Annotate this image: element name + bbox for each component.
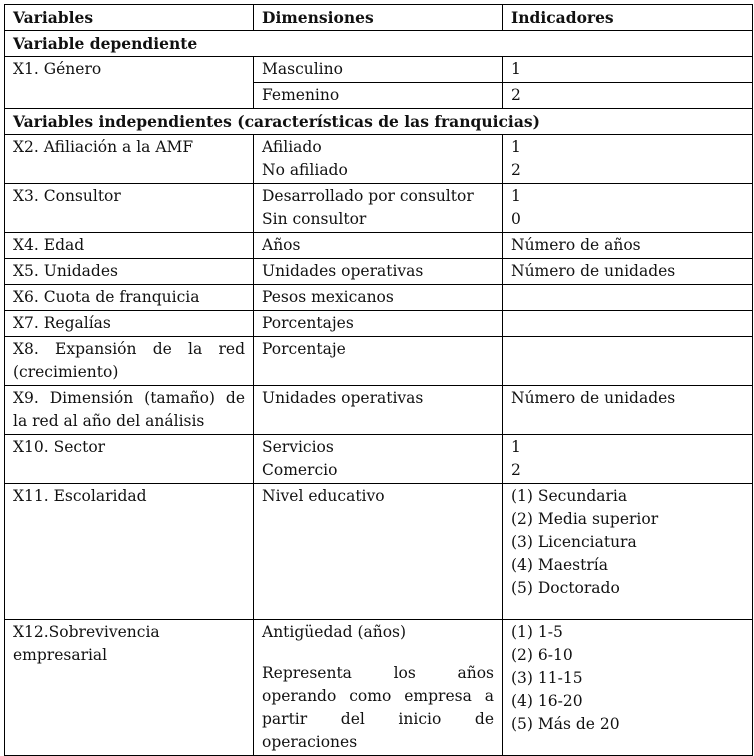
dim-x10 bbox=[254, 435, 503, 484]
dim-x8: Porcentaje bbox=[254, 337, 503, 386]
section-dependent-label: Variable dependiente bbox=[5, 31, 753, 57]
spacer bbox=[511, 600, 744, 618]
dim-x1-2: Femenino bbox=[254, 83, 503, 109]
table-row-x3 bbox=[5, 184, 753, 233]
spacer bbox=[262, 644, 494, 662]
ind-x2-1: 1 bbox=[511, 138, 521, 156]
ind-x11-5: (5) Doctorado bbox=[511, 579, 620, 597]
var-x10: X10. Sector bbox=[5, 435, 254, 484]
var-x4: X4. Edad bbox=[5, 233, 254, 259]
ind-x11-3: (3) Licenciatura bbox=[511, 533, 637, 551]
ind-x8 bbox=[503, 337, 753, 386]
table-row-x5 bbox=[5, 259, 753, 285]
dim-x9: Unidades operativas bbox=[254, 386, 503, 435]
ind-x3-1: 1 bbox=[511, 187, 521, 205]
table-row-x9 bbox=[5, 386, 753, 435]
ind-x12-3: (3) 11-15 bbox=[511, 669, 583, 687]
ind-x9: Número de unidades bbox=[503, 386, 753, 435]
ind-x12-4: (4) 16-20 bbox=[511, 692, 583, 710]
ind-x2-2: 2 bbox=[511, 161, 521, 179]
header-row bbox=[5, 5, 753, 31]
dim-x7: Porcentajes bbox=[254, 311, 503, 337]
var-x3: X3. Consultor bbox=[5, 184, 254, 233]
var-x9: X9. Dimensión (tamaño) de la red al año del análisis bbox=[5, 386, 254, 435]
ind-x7 bbox=[503, 311, 753, 337]
ind-x3 bbox=[503, 184, 753, 233]
dim-x3-1: Desarrollado por consultor bbox=[262, 187, 474, 205]
ind-x2 bbox=[503, 135, 753, 184]
ind-x11-1: (1) Secundaria bbox=[511, 487, 628, 505]
header-indicadores: Indicadores bbox=[503, 5, 753, 31]
dim-x12-note: Representa los años operando como empresa a partir del inicio de operaciones bbox=[262, 664, 494, 751]
header-dimensiones: Dimensiones bbox=[254, 5, 503, 31]
header-variables: Variables bbox=[5, 5, 254, 31]
dim-x4: Años bbox=[254, 233, 503, 259]
dim-x1-1: Masculino bbox=[254, 57, 503, 83]
var-x5: X5. Unidades bbox=[5, 259, 254, 285]
table-row-x4 bbox=[5, 233, 753, 259]
var-x12: X12.Sobrevivencia empresarial bbox=[5, 620, 254, 756]
var-x6: X6. Cuota de franquicia bbox=[5, 285, 254, 311]
ind-x1-2: 2 bbox=[503, 83, 753, 109]
ind-x12-1: (1) 1-5 bbox=[511, 623, 563, 641]
var-x2: X2. Afiliación a la AMF bbox=[5, 135, 254, 184]
table-row-x10 bbox=[5, 435, 753, 484]
ind-x3-2: 0 bbox=[511, 210, 521, 228]
section-row-independent bbox=[5, 109, 753, 135]
ind-x12-2: (2) 6-10 bbox=[511, 646, 573, 664]
ind-x10-2: 2 bbox=[511, 461, 521, 479]
ind-x6 bbox=[503, 285, 753, 311]
table-row-x6 bbox=[5, 285, 753, 311]
dim-x6: Pesos mexicanos bbox=[254, 285, 503, 311]
var-x8: X8. Expansión de la red (crecimiento) bbox=[5, 337, 254, 386]
ind-x1-1: 1 bbox=[503, 57, 753, 83]
section-row-dependent bbox=[5, 31, 753, 57]
dim-x2 bbox=[254, 135, 503, 184]
ind-x5: Número de unidades bbox=[503, 259, 753, 285]
ind-x4: Número de años bbox=[503, 233, 753, 259]
ind-x11-4: (4) Maestría bbox=[511, 556, 608, 574]
dim-x10-1: Servicios bbox=[262, 438, 334, 456]
dim-x5: Unidades operativas bbox=[254, 259, 503, 285]
ind-x12 bbox=[503, 620, 753, 756]
dim-x2-1: Afiliado bbox=[262, 138, 322, 156]
table-row-x8 bbox=[5, 337, 753, 386]
table-row-x11 bbox=[5, 484, 753, 620]
dim-x12 bbox=[254, 620, 503, 756]
ind-x11-2: (2) Media superior bbox=[511, 510, 659, 528]
dim-x10-2: Comercio bbox=[262, 461, 338, 479]
section-independent-label: Variables independientes (características de las franquicias) bbox=[5, 109, 753, 135]
table-row-x1 bbox=[5, 57, 753, 83]
ind-x12-5: (5) Más de 20 bbox=[511, 715, 620, 733]
var-x11: X11. Escolaridad bbox=[5, 484, 254, 620]
dim-x3-2: Sin consultor bbox=[262, 210, 367, 228]
ind-x11 bbox=[503, 484, 753, 620]
dim-x2-2: No afiliado bbox=[262, 161, 348, 179]
dim-x3 bbox=[254, 184, 503, 233]
table-row-x7 bbox=[5, 311, 753, 337]
dim-x11: Nivel educativo bbox=[254, 484, 503, 620]
var-x7: X7. Regalías bbox=[5, 311, 254, 337]
ind-x10 bbox=[503, 435, 753, 484]
table-row-x2 bbox=[5, 135, 753, 184]
dim-x12-label: Antigüedad (años) bbox=[262, 623, 407, 641]
ind-x10-1: 1 bbox=[511, 438, 521, 456]
table-row-x12 bbox=[5, 620, 753, 756]
variables-table bbox=[4, 4, 753, 756]
var-x1: X1. Género bbox=[5, 57, 254, 109]
